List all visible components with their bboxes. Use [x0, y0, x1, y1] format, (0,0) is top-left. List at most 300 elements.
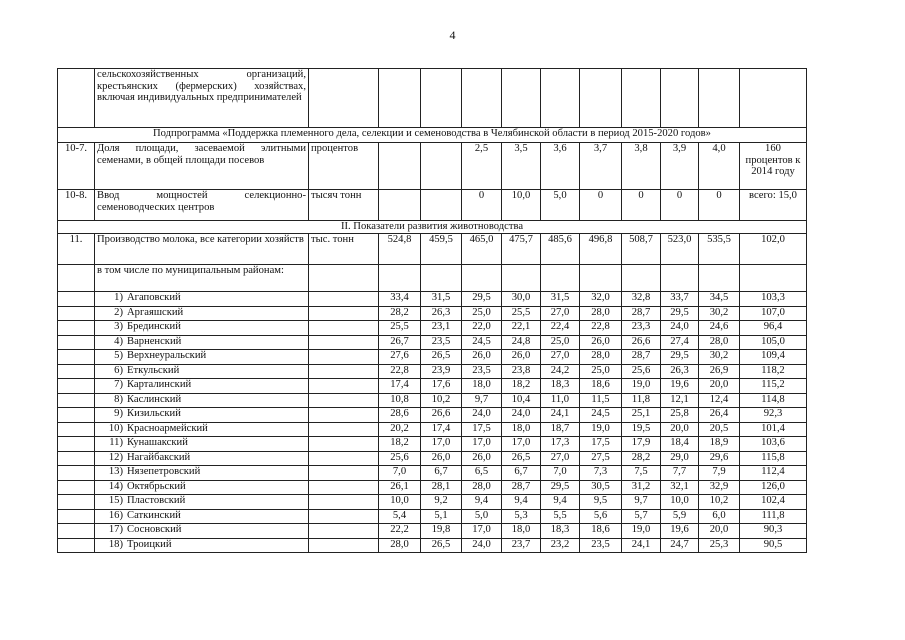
- district-number: 12): [108, 451, 123, 463]
- cell-num: [58, 379, 95, 394]
- district-value: 26,1: [379, 480, 421, 495]
- district-unit: [309, 321, 379, 336]
- district-unit: [309, 495, 379, 510]
- indicator-value: 475,7: [502, 234, 541, 265]
- district-unit: [309, 451, 379, 466]
- district-value: 17,4: [379, 379, 421, 394]
- district-value: 29,5: [661, 350, 699, 365]
- district-value: 33,4: [379, 292, 421, 307]
- district-total: 115,8: [740, 451, 807, 466]
- district-value: 26,9: [699, 364, 740, 379]
- district-name-cell: [95, 379, 309, 394]
- district-unit: [309, 466, 379, 481]
- district-row: [58, 364, 807, 379]
- indicator-value: 0: [661, 190, 699, 221]
- district-value: 17,5: [462, 422, 502, 437]
- district-value: 29,6: [699, 451, 740, 466]
- district-value: 26,0: [462, 451, 502, 466]
- district-name: Агаповский: [127, 292, 181, 303]
- cell-num: [58, 495, 95, 510]
- district-name-cell: [95, 437, 309, 452]
- district-unit: [309, 437, 379, 452]
- district-row: [58, 335, 807, 350]
- district-total: 102,4: [740, 495, 807, 510]
- district-value: 17,0: [421, 437, 462, 452]
- district-name-cell: [95, 292, 309, 307]
- district-total: 126,0: [740, 480, 807, 495]
- district-row: [58, 524, 807, 539]
- district-value: 19,0: [622, 524, 661, 539]
- district-value: 17,6: [421, 379, 462, 394]
- district-unit: [309, 350, 379, 365]
- district-value: 26,6: [421, 408, 462, 423]
- district-name: Брединский: [127, 321, 181, 332]
- district-value: 30,5: [580, 480, 622, 495]
- district-value: 28,0: [462, 480, 502, 495]
- district-row: [58, 306, 807, 321]
- district-number: 9): [114, 408, 123, 419]
- district-value: 28,0: [580, 350, 622, 365]
- district-value: 9,4: [462, 495, 502, 510]
- district-value: 32,1: [661, 480, 699, 495]
- district-number: 18): [108, 538, 123, 550]
- district-name-cell: [95, 466, 309, 481]
- district-value: 19,6: [661, 379, 699, 394]
- indicator-unit: тысяч тонн: [309, 190, 379, 221]
- district-value: 6,0: [699, 509, 740, 524]
- district-value: 18,0: [502, 422, 541, 437]
- district-row: [58, 437, 807, 452]
- district-total: 101,4: [740, 422, 807, 437]
- cell-num: [58, 437, 95, 452]
- district-value: 5,6: [580, 509, 622, 524]
- district-value: 29,5: [541, 480, 580, 495]
- district-value: 5,0: [462, 509, 502, 524]
- district-unit: [309, 379, 379, 394]
- district-unit: [309, 393, 379, 408]
- indicator-value: [421, 143, 462, 190]
- district-value: 18,9: [699, 437, 740, 452]
- district-value: 20,5: [699, 422, 740, 437]
- district-name: Карталинский: [127, 379, 192, 390]
- district-value: 22,8: [379, 364, 421, 379]
- district-number: 14): [108, 480, 123, 492]
- district-value: 24,0: [462, 408, 502, 423]
- district-name-cell: [95, 480, 309, 495]
- district-row: [58, 509, 807, 524]
- district-total: 90,3: [740, 524, 807, 539]
- district-value: 24,2: [541, 364, 580, 379]
- district-name: Верхнеуральский: [127, 350, 207, 361]
- district-value: 17,3: [541, 437, 580, 452]
- cell-num: [58, 524, 95, 539]
- district-value: 7,7: [661, 466, 699, 481]
- district-value: 17,0: [462, 524, 502, 539]
- district-value: 19,5: [622, 422, 661, 437]
- district-value: 25,6: [622, 364, 661, 379]
- district-value: 27,0: [541, 306, 580, 321]
- indicator-value: [421, 190, 462, 221]
- district-name: Сосновский: [127, 524, 182, 535]
- district-value: 18,2: [379, 437, 421, 452]
- cell-num: [58, 306, 95, 321]
- cell-num: [58, 538, 95, 553]
- district-total: 103,6: [740, 437, 807, 452]
- district-name-cell: [95, 321, 309, 336]
- district-name-cell: [95, 393, 309, 408]
- cell-num: [58, 408, 95, 423]
- district-value: 24,5: [462, 335, 502, 350]
- district-value: 29,5: [462, 292, 502, 307]
- cell-num: [58, 265, 95, 292]
- district-value: 27,0: [541, 350, 580, 365]
- empty-cell: [502, 265, 541, 292]
- district-number: 11): [109, 437, 123, 448]
- district-value: 26,7: [379, 335, 421, 350]
- district-value: 23,8: [502, 364, 541, 379]
- indicators-table: [57, 68, 807, 553]
- empty-cell: [379, 265, 421, 292]
- district-unit: [309, 335, 379, 350]
- district-row: [58, 466, 807, 481]
- district-value: 7,3: [580, 466, 622, 481]
- subprogram-row: [58, 128, 807, 143]
- district-value: 24,1: [541, 408, 580, 423]
- district-value: 28,7: [622, 306, 661, 321]
- indicator-value: 4,0: [699, 143, 740, 190]
- indicator-value: 10,0: [502, 190, 541, 221]
- indicator-value: [379, 190, 421, 221]
- indicator-value: 2,5: [462, 143, 502, 190]
- district-value: 25,6: [379, 451, 421, 466]
- indicator-value: 3,6: [541, 143, 580, 190]
- district-value: 23,7: [502, 538, 541, 553]
- indicator-value: 524,8: [379, 234, 421, 265]
- district-value: 29,0: [661, 451, 699, 466]
- district-value: 5,3: [502, 509, 541, 524]
- district-value: 25,8: [661, 408, 699, 423]
- district-name: Троицкий: [127, 538, 172, 550]
- district-value: 24,8: [502, 335, 541, 350]
- indicator-value: 0: [462, 190, 502, 221]
- district-value: 32,0: [580, 292, 622, 307]
- district-value: 25,1: [622, 408, 661, 423]
- district-name: Октябрьский: [127, 480, 186, 492]
- empty-cell: [309, 265, 379, 292]
- page-number: 4: [449, 28, 456, 42]
- district-number: 15): [108, 495, 123, 506]
- indicator-value: 3,9: [661, 143, 699, 190]
- district-value: 19,8: [421, 524, 462, 539]
- district-value: 27,4: [661, 335, 699, 350]
- district-value: 19,0: [622, 379, 661, 394]
- district-number: 3): [114, 321, 123, 332]
- cell-num: [58, 480, 95, 495]
- empty-cell: [421, 265, 462, 292]
- district-value: 18,3: [541, 379, 580, 394]
- district-value: 28,7: [622, 350, 661, 365]
- district-value: 30,0: [502, 292, 541, 307]
- district-name: Кизильский: [127, 408, 181, 419]
- district-row: [58, 321, 807, 336]
- district-value: 20,0: [699, 524, 740, 539]
- district-value: 18,0: [502, 524, 541, 539]
- district-value: 10,0: [661, 495, 699, 510]
- district-total: 90,5: [740, 538, 807, 553]
- district-total: 103,3: [740, 292, 807, 307]
- subprogram-title: Подпрограмма «Поддержка племенного дела, селекции и семеноводства в Челябинской области в период 2015-2020 годов»: [58, 128, 807, 143]
- district-value: 6,7: [502, 466, 541, 481]
- district-value: 22,2: [379, 524, 421, 539]
- district-value: 18,2: [502, 379, 541, 394]
- district-value: 7,0: [379, 466, 421, 481]
- continuation-row: [58, 69, 807, 128]
- district-total: 96,4: [740, 321, 807, 336]
- district-total: 115,2: [740, 379, 807, 394]
- district-unit: [309, 422, 379, 437]
- district-value: 5,4: [379, 509, 421, 524]
- indicator-value: 0: [622, 190, 661, 221]
- district-name: Нязепетровский: [127, 466, 201, 477]
- district-number: 17): [108, 524, 123, 535]
- district-name: Аргаяшский: [127, 306, 184, 318]
- district-total: 114,8: [740, 393, 807, 408]
- indicator-value: [379, 143, 421, 190]
- district-unit: [309, 408, 379, 423]
- district-value: 9,4: [541, 495, 580, 510]
- district-value: 28,1: [421, 480, 462, 495]
- district-value: 18,6: [580, 524, 622, 539]
- district-value: 26,0: [502, 350, 541, 365]
- district-value: 22,1: [502, 321, 541, 336]
- district-value: 24,0: [661, 321, 699, 336]
- district-value: 24,1: [622, 538, 661, 553]
- district-value: 26,5: [421, 350, 462, 365]
- district-total: 105,0: [740, 335, 807, 350]
- district-value: 20,2: [379, 422, 421, 437]
- district-value: 23,1: [421, 321, 462, 336]
- district-value: 10,2: [699, 495, 740, 510]
- district-name-cell: [95, 408, 309, 423]
- district-value: 26,4: [699, 408, 740, 423]
- district-number: 5): [114, 350, 123, 361]
- district-value: 24,5: [580, 408, 622, 423]
- district-row: [58, 495, 807, 510]
- empty-cell: [462, 265, 502, 292]
- district-value: 26,0: [580, 335, 622, 350]
- district-name: Пластовский: [127, 495, 186, 506]
- district-value: 27,5: [580, 451, 622, 466]
- indicator-number: 10-7.: [58, 143, 95, 190]
- district-value: 28,2: [379, 306, 421, 321]
- district-value: 26,6: [622, 335, 661, 350]
- cell-num: [58, 292, 95, 307]
- indicator-name: Ввод мощностей селекционно-семеноводческих центров: [95, 190, 309, 221]
- district-value: 9,4: [502, 495, 541, 510]
- district-number: 8): [114, 393, 123, 405]
- district-row: [58, 292, 807, 307]
- district-unit: [309, 524, 379, 539]
- municipal-label-row: [58, 265, 807, 292]
- district-number: 7): [114, 379, 123, 390]
- district-value: 20,0: [699, 379, 740, 394]
- district-row: [58, 538, 807, 553]
- district-value: 26,3: [661, 364, 699, 379]
- district-value: 23,5: [421, 335, 462, 350]
- district-name-cell: [95, 306, 309, 321]
- cell-num: [58, 350, 95, 365]
- indicator-value: 459,5: [421, 234, 462, 265]
- district-total: 92,3: [740, 408, 807, 423]
- district-name-cell: [95, 509, 309, 524]
- district-unit: [309, 292, 379, 307]
- district-row: [58, 422, 807, 437]
- district-value: 32,9: [699, 480, 740, 495]
- district-value: 23,9: [421, 364, 462, 379]
- district-value: 23,5: [580, 538, 622, 553]
- district-row: [58, 393, 807, 408]
- district-value: 5,7: [622, 509, 661, 524]
- district-value: 10,8: [379, 393, 421, 408]
- cell-num: [58, 451, 95, 466]
- indicator-total: 160 процентов к 2014 году: [740, 143, 807, 190]
- district-value: 9,7: [462, 393, 502, 408]
- district-unit: [309, 306, 379, 321]
- district-number: 2): [114, 306, 123, 318]
- district-name-cell: [95, 335, 309, 350]
- district-row: [58, 451, 807, 466]
- district-name: Саткинский: [127, 509, 181, 521]
- district-value: 9,7: [622, 495, 661, 510]
- indicator-number: 11.: [58, 234, 95, 265]
- district-value: 25,5: [379, 321, 421, 336]
- district-name-cell: [95, 364, 309, 379]
- section-title: II. Показатели развития животноводства: [58, 221, 807, 234]
- district-value: 12,1: [661, 393, 699, 408]
- district-value: 26,5: [502, 451, 541, 466]
- district-value: 28,7: [502, 480, 541, 495]
- indicator-value: 3,7: [580, 143, 622, 190]
- district-name-cell: [95, 538, 309, 553]
- district-value: 18,3: [541, 524, 580, 539]
- district-value: 22,0: [462, 321, 502, 336]
- district-value: 18,0: [462, 379, 502, 394]
- indicator-name: Доля площади, засеваемой элитными семенами, в общей площади посевов: [95, 143, 309, 190]
- district-value: 28,0: [580, 306, 622, 321]
- district-value: 23,5: [462, 364, 502, 379]
- district-value: 22,4: [541, 321, 580, 336]
- district-value: 17,9: [622, 437, 661, 452]
- indicator-number: 10-8.: [58, 190, 95, 221]
- district-value: 25,3: [699, 538, 740, 553]
- district-value: 7,5: [622, 466, 661, 481]
- indicator-value: 0: [580, 190, 622, 221]
- district-value: 24,0: [502, 408, 541, 423]
- district-value: 34,5: [699, 292, 740, 307]
- district-value: 5,1: [421, 509, 462, 524]
- district-value: 7,9: [699, 466, 740, 481]
- indicator-unit: тыс. тонн: [309, 234, 379, 265]
- district-total: 118,2: [740, 364, 807, 379]
- district-number: 10): [108, 422, 123, 434]
- cell-num: [58, 509, 95, 524]
- indicator-value: 535,5: [699, 234, 740, 265]
- indicator-value: 508,7: [622, 234, 661, 265]
- district-value: 11,8: [622, 393, 661, 408]
- district-row: [58, 480, 807, 495]
- district-value: 23,2: [541, 538, 580, 553]
- district-value: 5,5: [541, 509, 580, 524]
- cell-num: [58, 364, 95, 379]
- row-10-7: [58, 143, 807, 190]
- district-value: 31,5: [541, 292, 580, 307]
- district-value: 10,2: [421, 393, 462, 408]
- district-value: 17,5: [580, 437, 622, 452]
- district-name-cell: [95, 495, 309, 510]
- district-value: 25,0: [462, 306, 502, 321]
- district-total: 109,4: [740, 350, 807, 365]
- indicator-total: 102,0: [740, 234, 807, 265]
- district-number: 16): [108, 509, 123, 521]
- district-name-cell: [95, 524, 309, 539]
- district-number: 13): [108, 466, 123, 477]
- indicator-value: 5,0: [541, 190, 580, 221]
- district-value: 33,7: [661, 292, 699, 307]
- district-value: 9,2: [421, 495, 462, 510]
- district-number: 1): [114, 292, 123, 303]
- district-value: 26,0: [421, 451, 462, 466]
- district-value: 10,4: [502, 393, 541, 408]
- district-value: 27,6: [379, 350, 421, 365]
- district-value: 29,5: [661, 306, 699, 321]
- district-value: 17,4: [421, 422, 462, 437]
- empty-cell: [699, 265, 740, 292]
- district-unit: [309, 364, 379, 379]
- district-value: 18,7: [541, 422, 580, 437]
- district-value: 25,0: [541, 335, 580, 350]
- district-name-cell: [95, 422, 309, 437]
- district-value: 25,0: [580, 364, 622, 379]
- district-value: 7,0: [541, 466, 580, 481]
- cell-num: [58, 321, 95, 336]
- district-value: 20,0: [661, 422, 699, 437]
- cell-num: [58, 335, 95, 350]
- empty-cell: [622, 265, 661, 292]
- district-value: 5,9: [661, 509, 699, 524]
- district-value: 28,6: [379, 408, 421, 423]
- district-value: 10,0: [379, 495, 421, 510]
- district-value: 28,2: [622, 451, 661, 466]
- district-name: Каслинский: [127, 393, 182, 405]
- district-value: 30,2: [699, 306, 740, 321]
- district-value: 24,7: [661, 538, 699, 553]
- district-value: 18,4: [661, 437, 699, 452]
- district-name: Нагайбакский: [127, 451, 191, 463]
- district-value: 31,2: [622, 480, 661, 495]
- district-value: 6,7: [421, 466, 462, 481]
- district-value: 32,8: [622, 292, 661, 307]
- district-number: 6): [114, 364, 123, 376]
- cell-num: [58, 393, 95, 408]
- row-10-8: [58, 190, 807, 221]
- cell-num: [58, 422, 95, 437]
- district-name-cell: [95, 350, 309, 365]
- indicator-value: 0: [699, 190, 740, 221]
- district-value: 11,5: [580, 393, 622, 408]
- indicator-name: Производство молока, все категории хозяйств: [95, 234, 309, 265]
- district-value: 17,0: [462, 437, 502, 452]
- district-total: 111,8: [740, 509, 807, 524]
